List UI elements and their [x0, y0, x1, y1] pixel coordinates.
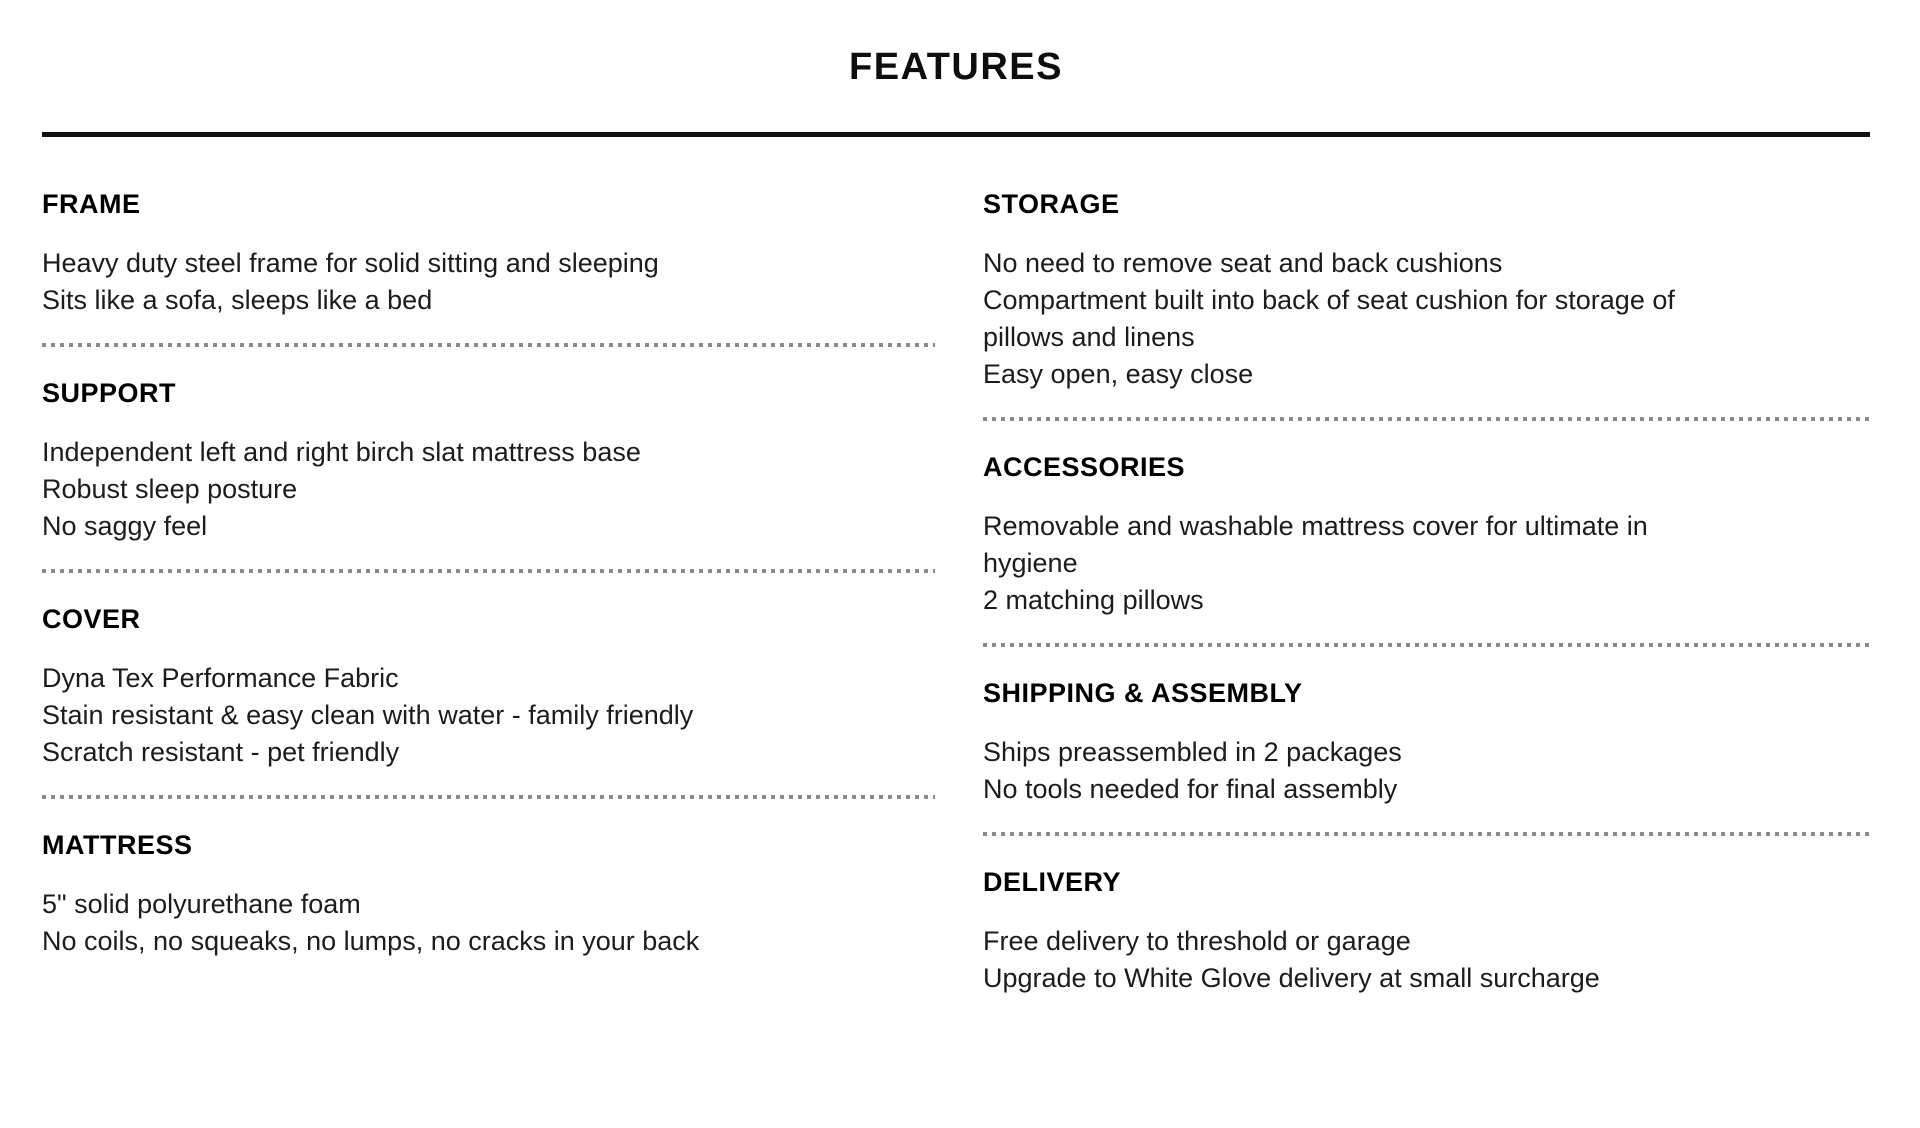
feature-text-line: No tools needed for final assembly	[983, 774, 1398, 804]
feature-section-cover	[42, 603, 935, 799]
page-title: FEATURES	[849, 46, 1063, 88]
feature-text-line: pillows and linens	[983, 322, 1195, 352]
feature-text-line: Stain resistant & easy clean with water - family friendly	[42, 700, 694, 730]
feature-text-line: Scratch resistant - pet friendly	[42, 737, 400, 767]
section-heading-delivery: DELIVERY	[983, 867, 1122, 897]
feature-text-line: Free delivery to threshold or garage	[983, 926, 1411, 956]
dotted-divider	[983, 417, 1870, 421]
feature-text-line: Removable and washable mattress cover for ultimate in	[983, 511, 1648, 541]
features-columns	[42, 188, 1870, 997]
feature-section-storage	[983, 188, 1870, 421]
feature-text-line: Robust sleep posture	[42, 474, 298, 504]
feature-text-line: No need to remove seat and back cushions	[983, 248, 1503, 278]
section-heading-shipping-assembly: SHIPPING & ASSEMBLY	[983, 678, 1303, 708]
feature-text-line: Ships preassembled in 2 packages	[983, 737, 1402, 767]
section-heading-support: SUPPORT	[42, 378, 177, 408]
dotted-divider	[42, 343, 935, 347]
features-page	[0, 48, 1920, 997]
feature-text-line: Compartment built into back of seat cushion for storage of	[983, 285, 1675, 315]
section-heading-storage: STORAGE	[983, 189, 1120, 219]
section-heading-frame: FRAME	[42, 189, 141, 219]
feature-section-delivery	[983, 866, 1870, 997]
feature-text-line: No saggy feel	[42, 511, 208, 541]
dotted-divider	[983, 643, 1870, 647]
dotted-divider	[42, 795, 935, 799]
section-heading-mattress: MATTRESS	[42, 830, 193, 860]
feature-section-mattress	[42, 829, 935, 960]
feature-text-line: Sits like a sofa, sleeps like a bed	[42, 285, 433, 315]
feature-section-accessories	[983, 451, 1870, 647]
feature-text-line: Heavy duty steel frame for solid sitting and sleeping	[42, 248, 659, 278]
feature-text-line: 2 matching pillows	[983, 585, 1204, 615]
right-column	[983, 188, 1870, 997]
feature-text-line: Easy open, easy close	[983, 359, 1254, 389]
feature-section-shipping-assembly	[983, 677, 1870, 836]
left-column	[42, 188, 935, 997]
dotted-divider	[983, 832, 1870, 836]
feature-text-line: No coils, no squeaks, no lumps, no cracks in your back	[42, 926, 700, 956]
feature-section-support	[42, 377, 935, 573]
section-heading-accessories: ACCESSORIES	[983, 452, 1186, 482]
feature-section-frame	[42, 188, 935, 347]
feature-text-line: Independent left and right birch slat mattress base	[42, 437, 641, 467]
feature-text-line: Upgrade to White Glove delivery at small surcharge	[983, 963, 1600, 993]
feature-text-line: Dyna Tex Performance Fabric	[42, 663, 399, 693]
title-rule-divider	[42, 132, 1870, 137]
feature-text-line: hygiene	[983, 548, 1078, 578]
section-heading-cover: COVER	[42, 604, 141, 634]
feature-text-line: 5" solid polyurethane foam	[42, 889, 361, 919]
dotted-divider	[42, 569, 935, 573]
